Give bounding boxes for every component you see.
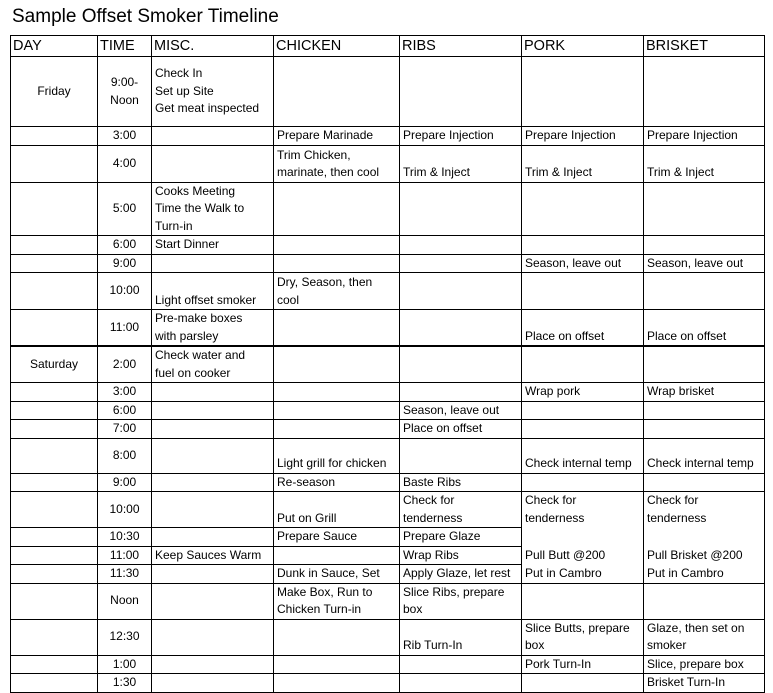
brisket-cell[interactable] (644, 546, 765, 565)
pork-cell-text: Slice Butts, prepare box (525, 620, 630, 652)
brisket-cell-text: Prepare Injection (647, 128, 738, 142)
ribs-cell[interactable] (400, 383, 522, 402)
table-row (11, 254, 765, 273)
pork-cell-text: Season, leave out (525, 255, 622, 270)
day-cell[interactable] (11, 254, 98, 273)
day-cell[interactable] (11, 583, 98, 619)
ribs-cell[interactable] (400, 492, 522, 528)
pork-cell[interactable] (522, 127, 644, 146)
pork-cell-text: Wrap pork (525, 384, 581, 398)
time-cell[interactable] (98, 674, 152, 693)
brisket-cell[interactable] (644, 492, 765, 528)
brisket-cell[interactable] (644, 619, 765, 655)
time-cell-text: 12:30 (109, 629, 140, 644)
ribs-cell[interactable] (400, 528, 522, 547)
time-cell-text: 9:00- Noon (110, 75, 139, 107)
ribs-cell[interactable] (400, 57, 522, 127)
pork-cell[interactable] (522, 583, 644, 619)
time-cell-text: 3:00 (112, 128, 137, 142)
misc-cell[interactable] (152, 254, 274, 273)
header-brisket[interactable]: BRISKET (644, 36, 765, 57)
table-row (11, 401, 765, 420)
pork-cell[interactable] (522, 273, 644, 310)
chicken-cell[interactable] (274, 310, 400, 347)
ribs-cell[interactable] (400, 346, 522, 383)
day-saturday[interactable] (11, 346, 98, 383)
chicken-cell[interactable] (274, 583, 400, 619)
chicken-cell[interactable] (274, 346, 400, 383)
table-row (11, 310, 765, 347)
chicken-cell[interactable] (274, 182, 400, 236)
chicken-cell[interactable] (274, 254, 400, 273)
brisket-cell-text: Slice, prepare box (647, 656, 744, 671)
day-cell[interactable] (11, 182, 98, 236)
misc-cell[interactable] (152, 310, 274, 347)
time-cell[interactable] (98, 383, 152, 402)
time-cell[interactable] (98, 438, 152, 473)
brisket-cell-text: Check for tenderness (647, 493, 707, 525)
chicken-cell-text: Dunk in Sauce, Set (277, 566, 380, 580)
table-row (11, 127, 765, 146)
pork-cell[interactable] (522, 145, 644, 182)
header-ribs[interactable]: RIBS (400, 36, 522, 57)
pork-cell[interactable] (522, 236, 644, 255)
chicken-cell[interactable] (274, 655, 400, 674)
pork-cell[interactable] (522, 254, 644, 273)
time-cell[interactable] (98, 57, 152, 127)
ribs-cell-text: Prepare Glaze (403, 529, 481, 543)
misc-cell[interactable] (152, 346, 274, 383)
day-cell[interactable] (11, 565, 98, 584)
misc-cell[interactable] (152, 420, 274, 439)
header-time[interactable]: TIME (98, 36, 152, 57)
ribs-cell-text: Rib Turn-In (403, 638, 463, 652)
misc-cell[interactable] (152, 438, 274, 473)
misc-cell[interactable] (152, 145, 274, 182)
day-cell[interactable] (11, 273, 98, 310)
misc-cell[interactable] (152, 546, 274, 565)
ribs-cell-text: Slice Ribs, prepare box (403, 584, 505, 616)
pork-cell-text: Prepare Injection (525, 128, 616, 142)
time-cell[interactable] (98, 492, 152, 528)
misc-cell[interactable] (152, 655, 274, 674)
pork-cell-text: Pork Turn-In (525, 656, 592, 671)
chicken-cell[interactable] (274, 492, 400, 528)
brisket-cell-text: Wrap brisket (647, 384, 715, 398)
chicken-cell[interactable] (274, 528, 400, 547)
day-cell[interactable] (11, 619, 98, 655)
day-friday-text: Friday (37, 83, 71, 98)
brisket-cell[interactable] (644, 438, 765, 473)
brisket-cell[interactable] (644, 401, 765, 420)
brisket-cell[interactable] (644, 145, 765, 182)
brisket-cell[interactable] (644, 273, 765, 310)
misc-cell[interactable] (152, 565, 274, 584)
misc-cell[interactable] (152, 619, 274, 655)
misc-cell[interactable] (152, 383, 274, 402)
pork-cell[interactable] (522, 438, 644, 473)
pork-cell[interactable] (522, 57, 644, 127)
time-cell-text: 7:00 (112, 421, 137, 435)
pork-cell-text: Trim & Inject (525, 165, 592, 179)
time-cell[interactable] (98, 145, 152, 182)
ribs-cell[interactable] (400, 273, 522, 310)
time-cell[interactable] (98, 346, 152, 383)
brisket-cell[interactable] (644, 254, 765, 273)
day-friday[interactable] (11, 57, 98, 127)
time-cell-text: 6:00 (112, 237, 137, 251)
ribs-cell[interactable] (400, 546, 522, 565)
day-cell[interactable] (11, 420, 98, 439)
chicken-cell-text: Light grill for chicken (277, 456, 387, 470)
brisket-cell[interactable] (644, 655, 765, 674)
ribs-cell[interactable] (400, 127, 522, 146)
chicken-cell-text: Prepare Sauce (277, 529, 358, 543)
time-cell[interactable] (98, 528, 152, 547)
pork-cell[interactable] (522, 655, 644, 674)
time-cell-text: 5:00 (112, 201, 137, 215)
ribs-cell-text: Season, leave out (403, 402, 500, 417)
day-cell[interactable] (11, 492, 98, 528)
ribs-cell-text: Apply Glaze, let rest (403, 566, 511, 580)
time-cell[interactable] (98, 583, 152, 619)
pork-cell[interactable] (522, 383, 644, 402)
table-row (11, 346, 765, 383)
time-cell-text: 10:30 (109, 529, 140, 543)
table-row (11, 565, 765, 584)
time-cell[interactable] (98, 310, 152, 347)
ribs-cell[interactable] (400, 473, 522, 492)
table-row (11, 492, 765, 528)
time-cell-text: 1:00 (112, 656, 137, 671)
chicken-cell[interactable] (274, 401, 400, 420)
day-cell[interactable] (11, 145, 98, 182)
time-cell[interactable] (98, 236, 152, 255)
brisket-cell[interactable] (644, 383, 765, 402)
table-row (11, 273, 765, 310)
table-row (11, 655, 765, 674)
brisket-cell[interactable] (644, 528, 765, 547)
day-cell[interactable] (11, 473, 98, 492)
timeline-body (11, 57, 765, 693)
time-cell[interactable] (98, 619, 152, 655)
misc-cell-text: Pre-make boxes with parsley (155, 311, 243, 343)
brisket-cell[interactable] (644, 565, 765, 584)
pork-cell-text: Pull Butt @200 (525, 548, 606, 562)
chicken-cell[interactable] (274, 236, 400, 255)
time-cell-text: 11:00 (109, 319, 140, 334)
ribs-cell[interactable] (400, 145, 522, 182)
chicken-cell-text: Make Box, Run to Chicken Turn-in (277, 584, 373, 616)
brisket-cell[interactable] (644, 310, 765, 347)
sheet-title: Sample Offset Smoker Timeline (12, 6, 279, 27)
ribs-cell[interactable] (400, 182, 522, 236)
ribs-cell[interactable] (400, 619, 522, 655)
pork-cell[interactable] (522, 674, 644, 693)
chicken-cell[interactable] (274, 57, 400, 127)
table-row (11, 583, 765, 619)
chicken-cell[interactable] (274, 674, 400, 693)
table-row (11, 420, 765, 439)
time-cell[interactable] (98, 546, 152, 565)
ribs-cell-text: Baste Ribs (403, 474, 462, 489)
day-cell[interactable] (11, 655, 98, 674)
table-row (11, 383, 765, 402)
misc-cell[interactable] (152, 182, 274, 236)
time-cell-text: Noon (110, 593, 139, 608)
chicken-cell-text: Trim Chicken, marinate, then cool (277, 147, 380, 179)
misc-cell[interactable] (152, 236, 274, 255)
pork-cell[interactable] (522, 619, 644, 655)
ribs-cell[interactable] (400, 438, 522, 473)
pork-cell[interactable] (522, 492, 644, 528)
ribs-cell[interactable] (400, 565, 522, 584)
table-row (11, 546, 765, 565)
pork-cell[interactable] (522, 310, 644, 347)
brisket-cell[interactable] (644, 57, 765, 127)
table-row (11, 473, 765, 492)
chicken-cell[interactable] (274, 565, 400, 584)
header-row (11, 36, 765, 57)
time-cell[interactable] (98, 127, 152, 146)
day-saturday-text: Saturday (29, 356, 79, 371)
brisket-cell-text: Put in Cambro (647, 566, 724, 580)
ribs-cell[interactable] (400, 254, 522, 273)
pork-cell-text: Place on offset (525, 328, 605, 343)
time-cell-text: 9:00 (112, 474, 137, 489)
brisket-cell[interactable] (644, 583, 765, 619)
brisket-cell[interactable] (644, 346, 765, 383)
pork-cell[interactable] (522, 528, 644, 547)
time-cell-text: 10:00 (109, 501, 140, 516)
header-misc[interactable]: MISC. (152, 36, 274, 57)
header-day[interactable]: DAY (11, 36, 98, 57)
brisket-cell-text: Brisket Turn-In (647, 675, 726, 689)
brisket-cell-text: Check internal temp (647, 456, 754, 470)
day-cell[interactable] (11, 528, 98, 547)
misc-cell-text: Check water and fuel on cooker (155, 348, 246, 380)
day-cell[interactable] (11, 127, 98, 146)
misc-cell-text: Light offset smoker (155, 292, 257, 307)
brisket-cell[interactable] (644, 236, 765, 255)
time-cell[interactable] (98, 401, 152, 420)
time-cell-text: 4:00 (112, 155, 137, 170)
brisket-cell[interactable] (644, 182, 765, 236)
day-cell[interactable] (11, 236, 98, 255)
time-cell[interactable] (98, 254, 152, 273)
brisket-cell-text: Trim & Inject (647, 165, 714, 179)
chicken-cell[interactable] (274, 420, 400, 439)
pork-cell[interactable] (522, 401, 644, 420)
time-cell-text: 11:00 (109, 547, 140, 562)
pork-cell[interactable] (522, 420, 644, 439)
ribs-cell-text: Trim & Inject (403, 165, 470, 179)
day-cell[interactable] (11, 383, 98, 402)
day-cell[interactable] (11, 546, 98, 565)
misc-cell[interactable] (152, 528, 274, 547)
ribs-cell-text: Prepare Injection (403, 128, 494, 142)
pork-cell-text: Check for tenderness (525, 493, 585, 525)
time-cell[interactable] (98, 273, 152, 310)
time-cell[interactable] (98, 420, 152, 439)
day-cell[interactable] (11, 674, 98, 693)
ribs-cell[interactable] (400, 236, 522, 255)
timeline-table (10, 35, 765, 693)
chicken-cell[interactable] (274, 473, 400, 492)
brisket-cell[interactable] (644, 127, 765, 146)
time-cell-text: 9:00 (112, 255, 137, 270)
chicken-cell-text: Prepare Marinade (277, 128, 374, 142)
time-cell-text: 10:00 (109, 283, 140, 298)
pork-cell[interactable] (522, 346, 644, 383)
table-row (11, 438, 765, 473)
table-row (11, 145, 765, 182)
day-cell[interactable] (11, 310, 98, 347)
ribs-cell[interactable] (400, 310, 522, 347)
time-cell-text: 1:30 (112, 675, 137, 689)
ribs-cell[interactable] (400, 420, 522, 439)
ribs-cell-text: Wrap Ribs (403, 547, 459, 562)
day-cell[interactable] (11, 401, 98, 420)
brisket-cell-text: Season, leave out (647, 255, 744, 270)
misc-cell-text: Keep Sauces Warm (155, 547, 262, 562)
time-cell[interactable] (98, 473, 152, 492)
day-cell[interactable] (11, 438, 98, 473)
brisket-cell-text: Pull Brisket @200 (647, 548, 743, 562)
misc-cell[interactable] (152, 674, 274, 693)
chicken-cell-text: Put on Grill (277, 510, 337, 525)
time-cell-text: 8:00 (112, 447, 137, 462)
header-chicken[interactable]: CHICKEN (274, 36, 400, 57)
pork-cell[interactable] (522, 565, 644, 584)
chicken-cell-text: Re-season (277, 474, 336, 489)
misc-cell-text: Cooks Meeting Time the Walk to Turn-in (155, 183, 245, 233)
misc-cell-text: Check In Set up Site Get meat inspected (155, 66, 260, 116)
pork-cell-text: Check internal temp (525, 456, 632, 470)
time-cell-text: 6:00 (112, 402, 137, 417)
pork-cell[interactable] (522, 546, 644, 565)
misc-cell[interactable] (152, 127, 274, 146)
pork-cell[interactable] (522, 473, 644, 492)
table-row (11, 619, 765, 655)
misc-cell[interactable] (152, 473, 274, 492)
brisket-cell-text: Glaze, then set on smoker (647, 620, 745, 652)
chicken-cell[interactable] (274, 383, 400, 402)
ribs-cell[interactable] (400, 655, 522, 674)
time-cell[interactable] (98, 655, 152, 674)
misc-cell[interactable] (152, 583, 274, 619)
ribs-cell-text: Place on offset (403, 421, 483, 435)
brisket-cell[interactable] (644, 473, 765, 492)
time-cell-text: 11:30 (109, 566, 140, 580)
ribs-cell[interactable] (400, 674, 522, 693)
misc-cell[interactable] (152, 492, 274, 528)
chicken-cell[interactable] (274, 438, 400, 473)
table-row (11, 528, 765, 547)
misc-cell[interactable] (152, 57, 274, 127)
ribs-cell-text: Check for tenderness (403, 493, 463, 525)
table-row (11, 674, 765, 693)
pork-cell[interactable] (522, 182, 644, 236)
header-pork[interactable]: PORK (522, 36, 644, 57)
chicken-cell[interactable] (274, 619, 400, 655)
time-cell-text: 2:00 (112, 356, 137, 371)
misc-cell[interactable] (152, 273, 274, 310)
table-row (11, 57, 765, 127)
chicken-cell-text: Dry, Season, then cool (277, 275, 373, 307)
brisket-cell-text: Place on offset (647, 328, 727, 343)
ribs-cell[interactable] (400, 583, 522, 619)
brisket-cell[interactable] (644, 674, 765, 693)
chicken-cell[interactable] (274, 145, 400, 182)
time-cell[interactable] (98, 565, 152, 584)
ribs-cell[interactable] (400, 401, 522, 420)
misc-cell[interactable] (152, 401, 274, 420)
table-row (11, 236, 765, 255)
time-cell[interactable] (98, 182, 152, 236)
chicken-cell[interactable] (274, 273, 400, 310)
time-cell-text: 3:00 (112, 384, 137, 398)
brisket-cell[interactable] (644, 420, 765, 439)
misc-cell-text: Start Dinner (155, 237, 220, 251)
pork-cell-text: Put in Cambro (525, 566, 602, 580)
chicken-cell[interactable] (274, 546, 400, 565)
chicken-cell[interactable] (274, 127, 400, 146)
table-row (11, 182, 765, 236)
